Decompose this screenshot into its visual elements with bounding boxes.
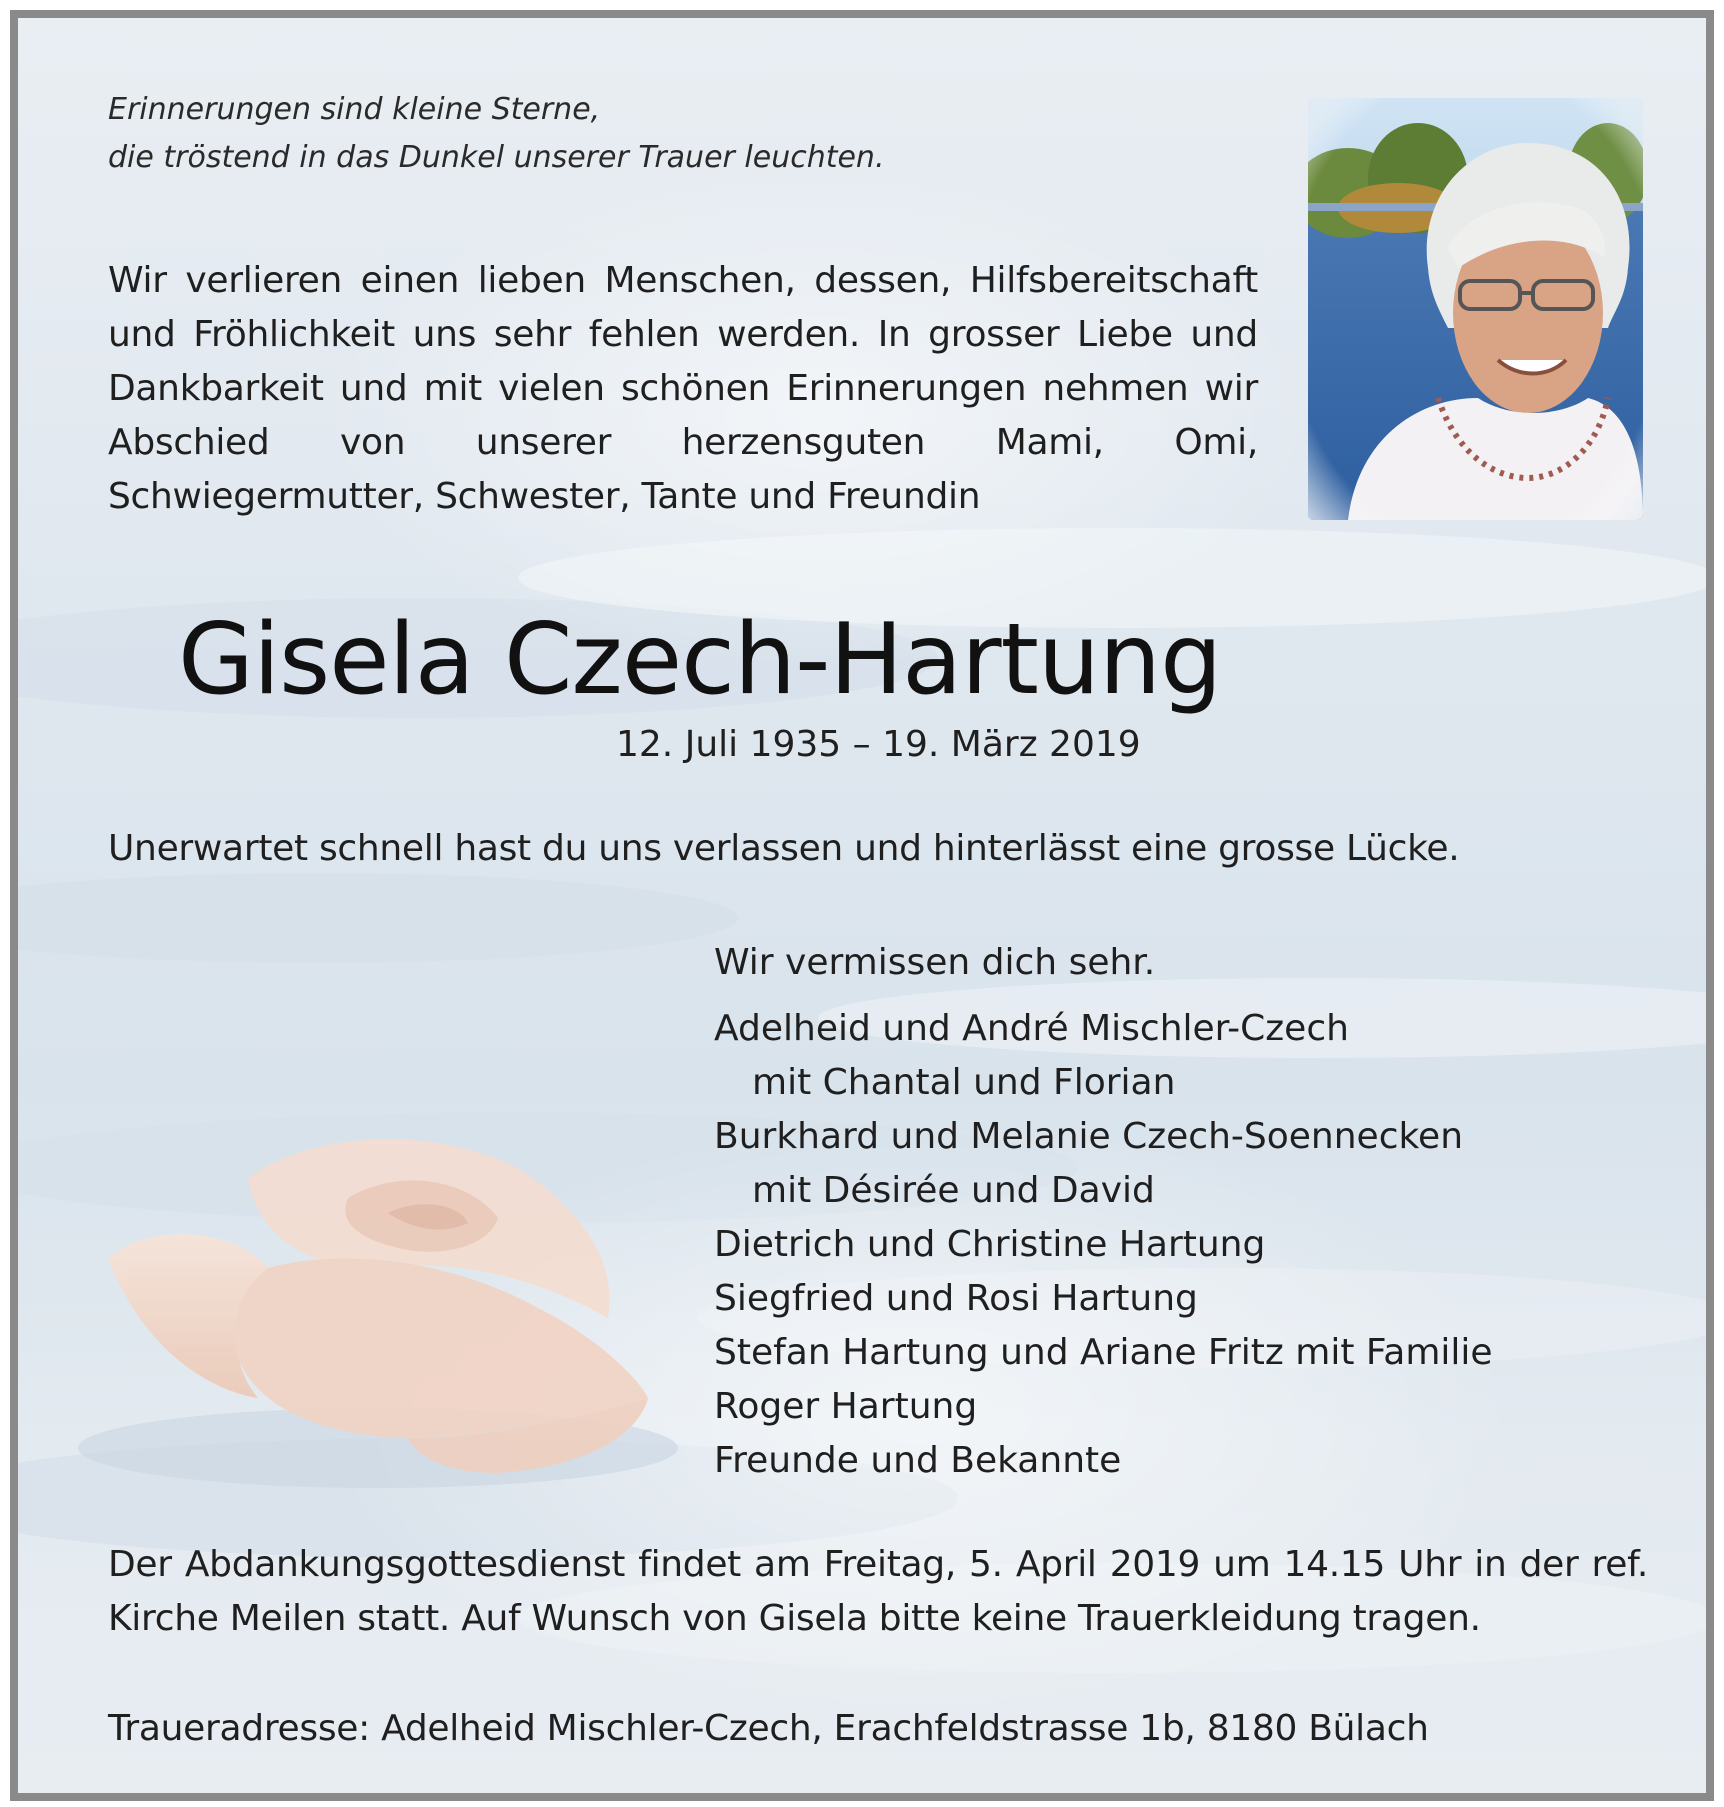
mourner-line: Freunde und Bekannte — [714, 1440, 1122, 1481]
mourner-line: Adelheid und André Mischler-Czech — [714, 1008, 1349, 1049]
obituary-card — [10, 10, 1714, 1801]
deceased-name: Gisela Czech-Hartung — [178, 603, 1222, 717]
intro-paragraph: Wir verlieren einen lieben Menschen, dessen, Hilfsbereitschaft und Fröhlichkeit uns sehr fehlen werden. In grosser Liebe und Dankbarkeit und mit vielen schönen Erinnerungen nehmen wir Abschied von unserer herzensguten Mami, Omi, Schwiegermutter, Schwester, Tante und Freundin — [108, 260, 1258, 517]
closing-line: Wir vermissen dich sehr. — [714, 942, 1156, 983]
mourner-line: Roger Hartung — [714, 1386, 978, 1427]
mourner-line: mit Désirée und David — [752, 1170, 1155, 1211]
portrait-image — [1308, 98, 1643, 520]
mourner-line: Siegfried und Rosi Hartung — [714, 1278, 1198, 1319]
mourner-line: mit Chantal und Florian — [752, 1062, 1176, 1103]
mourners-list — [714, 936, 1493, 1488]
motto-line-2: die tröstend in das Dunkel unserer Trauer leuchten. — [108, 140, 885, 175]
motto-line-1: Erinnerungen sind kleine Sterne, — [108, 92, 601, 127]
life-dates: 12. Juli 1935 – 19. März 2019 — [616, 724, 1141, 765]
motto-quote — [108, 86, 1008, 182]
service-announcement: Der Abdankungsgottesdienst findet am Freitag, 5. April 2019 um 14.15 Uhr in der ref. Kirche Meilen statt. Auf Wunsch von Gisela bitte keine Trauerkleidung tragen. — [108, 1544, 1648, 1639]
mourner-line: Dietrich und Christine Hartung — [714, 1224, 1266, 1265]
portrait-photo — [1308, 98, 1643, 520]
farewell-message: Unerwartet schnell hast du uns verlassen und hinterlässt eine grosse Lücke. — [108, 828, 1460, 869]
mourning-address: Traueradresse: Adelheid Mischler-Czech, Erachfeldstrasse 1b, 8180 Bülach — [108, 1708, 1429, 1749]
mourner-line: Stefan Hartung und Ariane Fritz mit Familie — [714, 1332, 1493, 1373]
mourner-line: Burkhard und Melanie Czech-Soennecken — [714, 1116, 1464, 1157]
